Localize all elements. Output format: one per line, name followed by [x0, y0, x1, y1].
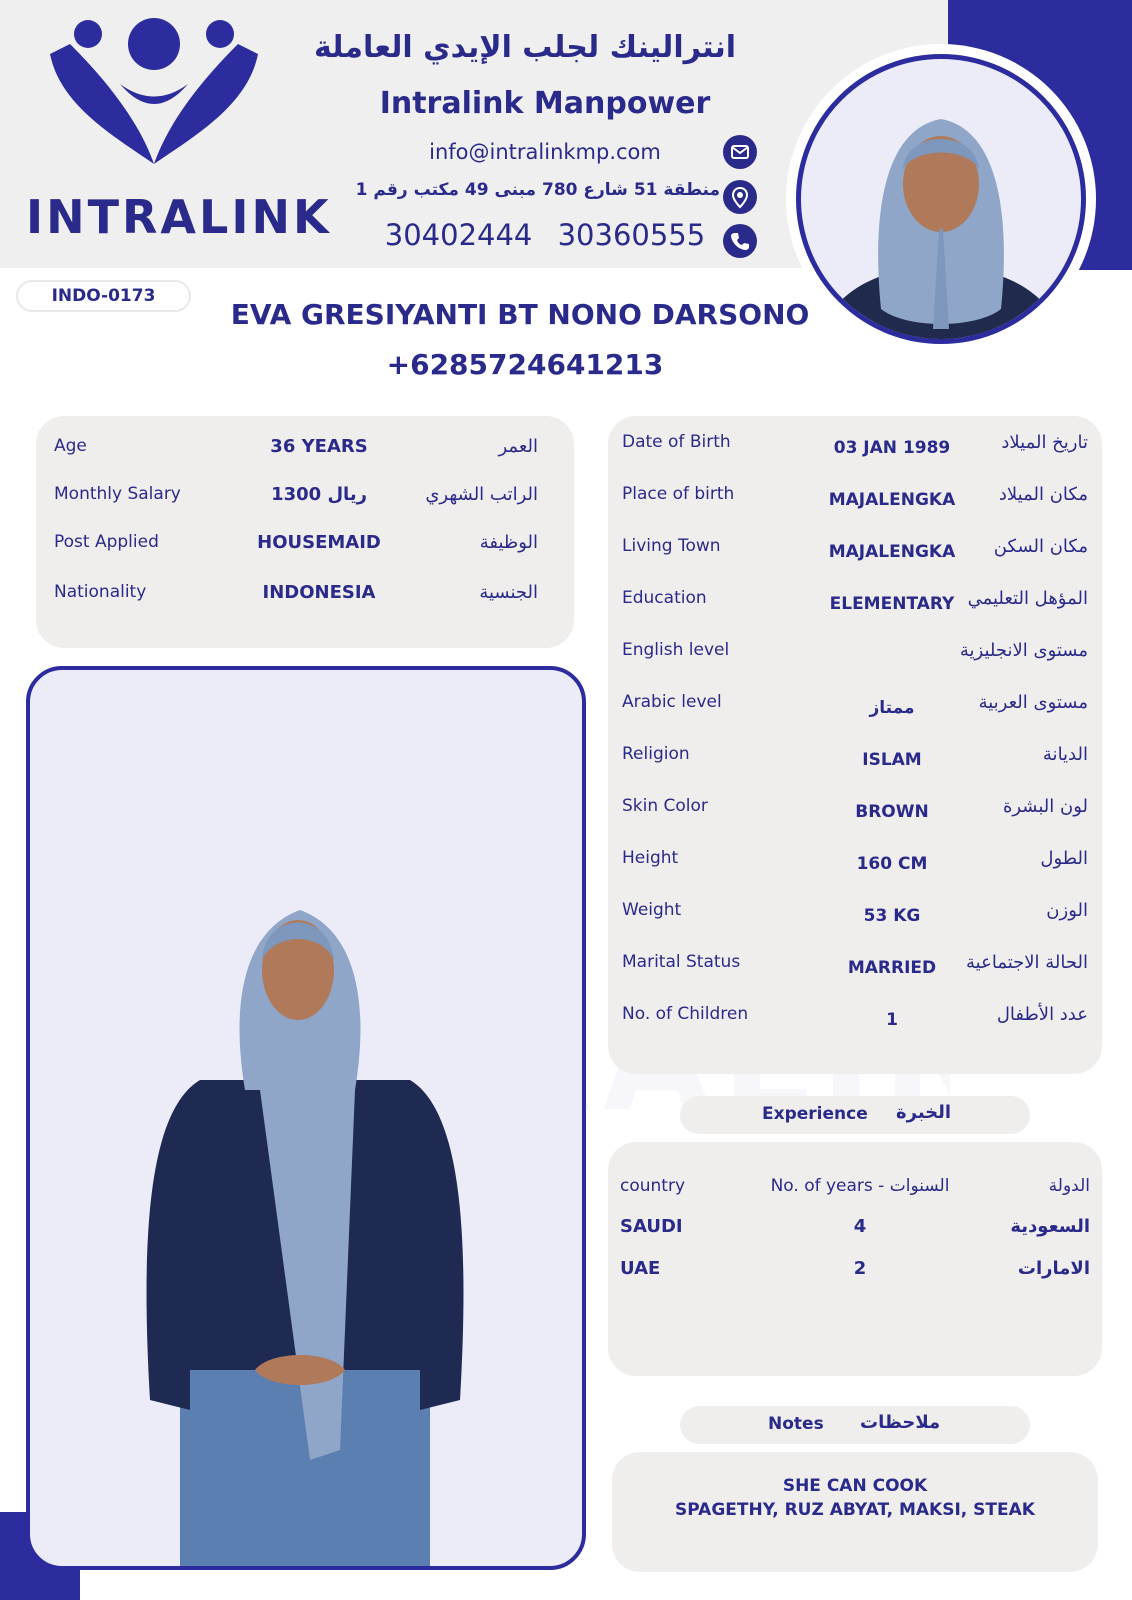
col-years: No. of years - السنوات: [770, 1176, 950, 1196]
value-age: 36 YEARS: [270, 436, 368, 457]
value-children: 1: [886, 1010, 898, 1030]
value-height: 160 CM: [856, 854, 928, 874]
label-living-town: Living Town: [622, 536, 721, 556]
company-name-arabic: انترالينك لجلب الإيدي العاملة: [313, 30, 737, 65]
label-weight: Weight: [622, 900, 682, 920]
value-weight: 53 KG: [863, 906, 921, 926]
experience-row: [620, 1216, 1090, 1246]
value-arabic: ممتاز: [869, 698, 915, 718]
detail-row-skin: [622, 796, 1088, 826]
value-religion: ISLAM: [862, 750, 922, 770]
detail-row-weight: [622, 900, 1088, 930]
value-skin: BROWN: [855, 802, 929, 822]
label-marital: Marital Status: [622, 952, 741, 972]
detail-row-marital: [622, 952, 1088, 982]
notes-content: [612, 1474, 1098, 1522]
candidate-phone[interactable]: +6285724641213: [386, 348, 664, 381]
label-english-arabic: مستوى الانجليزية: [959, 640, 1088, 661]
notes-title-ar: ملاحظات: [860, 1412, 941, 1433]
label-children-arabic: عدد الأطفال: [996, 1004, 1088, 1025]
label-religion-arabic: الديانة: [1042, 744, 1088, 765]
label-marital-arabic: الحالة الاجتماعية: [966, 952, 1088, 973]
detail-row-height: [622, 848, 1088, 878]
company-name-english: Intralink Manpower: [379, 86, 711, 121]
experience-row: [620, 1258, 1090, 1288]
experience-title-pill: [680, 1096, 1030, 1134]
value-salary: 1300 ريال: [271, 484, 367, 505]
label-skin: Skin Color: [622, 796, 708, 816]
portrait-photo: [796, 54, 1086, 344]
label-living-town-arabic: مكان السكن: [993, 536, 1088, 557]
exp-country: UAE: [620, 1258, 661, 1279]
label-salary: Monthly Salary: [54, 484, 181, 504]
label-skin-arabic: لون البشرة: [1002, 796, 1088, 817]
value-education: ELEMENTARY: [829, 594, 955, 614]
logo-wordmark: INTRALINK: [26, 190, 332, 244]
full-body-photo: [26, 666, 586, 1570]
info-row-nationality: [54, 582, 538, 612]
label-arabic: Arabic level: [622, 692, 722, 712]
detail-row-arabic: [622, 692, 1088, 722]
label-dob: Date of Birth: [622, 432, 731, 452]
detail-row-children: [622, 1004, 1088, 1034]
mail-icon: [723, 135, 757, 169]
notes-title-en: Notes: [768, 1414, 824, 1434]
exp-years: 2: [853, 1258, 867, 1279]
location-pin-icon: [723, 180, 757, 214]
notes-line-2: SPAGETHY, RUZ ABYAT, MAKSI, STEAK: [675, 1500, 1035, 1520]
exp-years: 4: [853, 1216, 867, 1237]
label-dob-arabic: تاريخ الميلاد: [1001, 432, 1088, 453]
label-age: Age: [54, 436, 87, 456]
label-religion: Religion: [622, 744, 690, 764]
value-marital: MARRIED: [847, 958, 937, 978]
detail-row-dob: [622, 432, 1088, 462]
info-row-post: [54, 532, 538, 562]
contact-address: منطقة 51 شارع 780 مبنى 49 مكتب رقم 1: [355, 180, 720, 200]
label-arabic-arabic: مستوى العربية: [978, 692, 1088, 713]
info-row-age: [54, 436, 538, 466]
notes-panel: [612, 1452, 1098, 1572]
notes-title-pill: [680, 1406, 1030, 1444]
label-birthplace: Place of birth: [622, 484, 735, 504]
label-height: Height: [622, 848, 679, 868]
phone-icon: [723, 224, 757, 258]
experience-title-en: Experience: [762, 1104, 868, 1124]
info-row-salary: [54, 484, 538, 514]
value-living-town: MAJALENGKA: [828, 542, 956, 562]
value-post: HOUSEMAID: [257, 532, 381, 553]
reference-code-badge: INDO-0173: [16, 280, 191, 312]
detail-row-living-town: [622, 536, 1088, 566]
label-post-arabic: الوظيفة: [479, 532, 538, 553]
exp-country-ar: الامارات: [1017, 1258, 1090, 1279]
exp-country-ar: السعودية: [1010, 1216, 1090, 1237]
detail-row-religion: [622, 744, 1088, 774]
label-children: No. of Children: [622, 1004, 749, 1024]
col-country-ar: الدولة: [1048, 1176, 1090, 1196]
value-dob: 03 JAN 1989: [833, 438, 951, 458]
basic-info-panel: [36, 416, 574, 648]
label-nationality-arabic: الجنسية: [479, 582, 538, 603]
experience-header-row: [620, 1176, 1090, 1206]
experience-panel: [608, 1142, 1102, 1376]
notes-line-1: SHE CAN COOK: [782, 1476, 928, 1496]
label-height-arabic: الطول: [1040, 848, 1088, 869]
details-panel: [608, 416, 1102, 1074]
value-nationality: INDONESIA: [262, 582, 376, 603]
contact-phones[interactable]: 30402444 30360555: [384, 218, 706, 252]
detail-row-english: [622, 640, 1088, 670]
company-logo-icon: [40, 14, 280, 164]
label-english: English level: [622, 640, 730, 660]
contact-email[interactable]: info@intralinkmp.com: [429, 140, 661, 164]
col-country: country: [620, 1176, 686, 1196]
label-weight-arabic: الوزن: [1046, 900, 1088, 921]
detail-row-education: [622, 588, 1088, 618]
label-age-arabic: العمر: [498, 436, 538, 457]
exp-country: SAUDI: [620, 1216, 683, 1237]
candidate-name: EVA GRESIYANTI BT NONO DARSONO: [230, 298, 810, 331]
label-post: Post Applied: [54, 532, 159, 552]
detail-row-birthplace: [622, 484, 1088, 514]
portrait-circle: [786, 44, 1096, 354]
label-education: Education: [622, 588, 707, 608]
label-nationality: Nationality: [54, 582, 147, 602]
label-salary-arabic: الراتب الشهري: [425, 484, 538, 505]
label-education-arabic: المؤهل التعليمي: [967, 588, 1088, 609]
label-birthplace-arabic: مكان الميلاد: [998, 484, 1088, 505]
experience-title-ar: الخبرة: [896, 1102, 952, 1123]
value-birthplace: MAJALENGKA: [828, 490, 956, 510]
